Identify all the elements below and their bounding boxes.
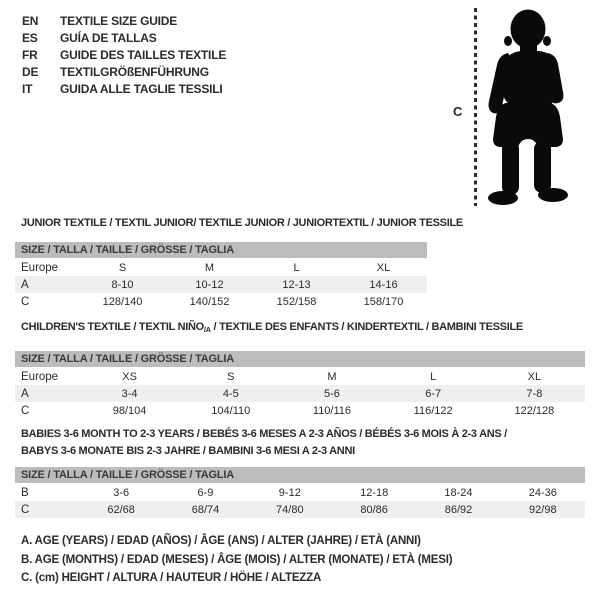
size-cell: 98/104 (112, 404, 147, 417)
table-row (15, 293, 427, 310)
row-label: Europe (21, 371, 59, 383)
row-label: C (21, 295, 30, 308)
language-row (22, 13, 226, 30)
junior-table-body (15, 259, 427, 310)
children-section-heading (21, 321, 523, 334)
size-cell: 8-10 (111, 278, 134, 291)
language-row (22, 30, 226, 47)
table-row (15, 259, 427, 276)
size-cell: 122/128 (514, 404, 555, 417)
guide-title: GUIDA ALLE TAGLIE TESSILI (60, 82, 223, 96)
size-cell: 92/98 (529, 503, 557, 516)
babies-size-table (15, 467, 585, 518)
language-row (22, 47, 226, 64)
size-cell: 116/122 (413, 404, 453, 417)
legend-footnotes (21, 532, 452, 588)
size-header-bar: SIZE / TALLA / TAILLE / GRÖSSE / TAGLIA (15, 242, 427, 259)
size-cell: 5-6 (324, 387, 340, 400)
babies-table-body (15, 484, 585, 518)
row-label: C (21, 404, 30, 417)
row-label: A (21, 387, 29, 400)
size-cell: 140/152 (189, 295, 230, 308)
size-header-bar: SIZE / TALLA / TAILLE / GRÖSSE / TAGLIA (15, 467, 585, 484)
table-row (15, 402, 585, 419)
size-cell: 158/170 (363, 295, 404, 308)
children-size-table (15, 351, 585, 419)
height-measure-dashed-line (474, 8, 477, 206)
footnote-b: B. AGE (MONTHS) / EDAD (MESES) / ÂGE (MOIS) / ALTER (MONATE) / ETÀ (MESI) (21, 553, 453, 566)
size-cell: 24-36 (528, 487, 557, 499)
language-code: ES (22, 31, 38, 45)
row-label: C (21, 503, 30, 516)
junior-size-table (15, 242, 427, 310)
children-heading-text: CHILDREN'S TEXTILE / TEXTIL NIÑO (21, 321, 204, 333)
babies-heading-line1: BABIES 3-6 MONTH TO 2-3 YEARS / BEBÉS 3-6 MESES A 2-3 AÑOS / BÉBÉS 3-6 MOIS À 2-3 ANS / (21, 428, 507, 440)
size-cell: M (204, 262, 215, 274)
size-cell: 7-8 (526, 387, 543, 400)
guide-title: TEXTILE SIZE GUIDE (60, 14, 178, 28)
size-header-row (15, 467, 585, 484)
guide-title: GUIDE DES TAILLES TEXTILE (60, 48, 227, 62)
size-header-row (15, 242, 427, 259)
size-cell: 6-7 (425, 387, 442, 400)
size-cell: 18-24 (444, 487, 473, 499)
height-measure-label: C (453, 104, 463, 119)
language-code: DE (22, 65, 39, 79)
size-cell: 74/80 (276, 503, 304, 516)
footnote-a: A. AGE (YEARS) / EDAD (AÑOS) / ÂGE (ANS) / ALTER (JAHRE) / ETÀ (ANNI) (21, 535, 421, 547)
footnote-c: C. (cm) HEIGHT / ALTURA / HAUTEUR / HÖHE / ALTEZZA (21, 572, 322, 584)
guide-title: GUÍA DE TALLAS (60, 31, 157, 45)
children-heading-subscript: /A (203, 325, 211, 334)
size-cell: S (118, 262, 127, 274)
toddler-silhouette-icon (486, 5, 578, 207)
language-code: FR (22, 48, 38, 62)
size-cell: 152/158 (276, 295, 317, 308)
language-row (22, 81, 226, 98)
size-cell: 14-16 (369, 278, 398, 291)
size-cell: 128/140 (102, 295, 143, 308)
table-row (15, 385, 585, 402)
size-cell: 9-12 (278, 487, 301, 499)
children-heading-text: / TEXTILE DES ENFANTS / KINDERTEXTIL / BAMBINI TESSILE (210, 321, 523, 333)
size-cell: 104/110 (211, 404, 251, 417)
row-label: Europe (21, 262, 59, 274)
table-row (15, 276, 427, 293)
size-cell: L (293, 262, 300, 274)
size-cell: 12-13 (282, 278, 311, 291)
size-cell: 80/86 (360, 503, 388, 516)
size-cell: L (430, 371, 437, 383)
size-cell: 86/92 (444, 503, 473, 516)
size-cell: 62/68 (107, 503, 135, 516)
size-header-row (15, 351, 585, 368)
size-cell: 6-9 (197, 487, 214, 499)
size-cell: XL (527, 371, 542, 383)
size-cell: 4-5 (222, 387, 239, 400)
table-row (15, 368, 585, 385)
size-header-bar: SIZE / TALLA / TAILLE / GRÖSSE / TAGLIA (15, 351, 585, 368)
table-row (15, 484, 585, 501)
size-cell: XS (122, 371, 137, 383)
babies-heading-line2: BABYS 3-6 MONATE BIS 2-3 JAHRE / BAMBINI 3-6 MESI A 2-3 ANNI (21, 445, 355, 457)
table-row (15, 501, 585, 518)
size-cell: 110/116 (312, 404, 352, 417)
language-title-list (22, 13, 226, 98)
language-code: IT (22, 82, 33, 96)
junior-section-heading: JUNIOR TEXTILE / TEXTIL JUNIOR/ TEXTILE JUNIOR / JUNIORTEXTIL / JUNIOR TESSILE (21, 217, 463, 229)
row-label: A (21, 278, 29, 291)
size-cell: M (327, 371, 337, 383)
babies-section-heading (21, 426, 507, 460)
language-row (22, 64, 226, 81)
size-cell: 10-12 (195, 278, 224, 291)
language-code: EN (22, 14, 39, 28)
children-table-body (15, 368, 585, 419)
size-cell: XL (376, 262, 391, 274)
size-cell: 3-4 (121, 387, 138, 400)
size-cell: S (227, 371, 235, 383)
size-cell: 3-6 (113, 487, 130, 499)
guide-title: TEXTILGRÖßENFÜHRUNG (60, 65, 209, 79)
row-label: B (21, 487, 29, 499)
size-cell: 12-18 (360, 487, 389, 499)
size-cell: 68/74 (191, 503, 220, 516)
